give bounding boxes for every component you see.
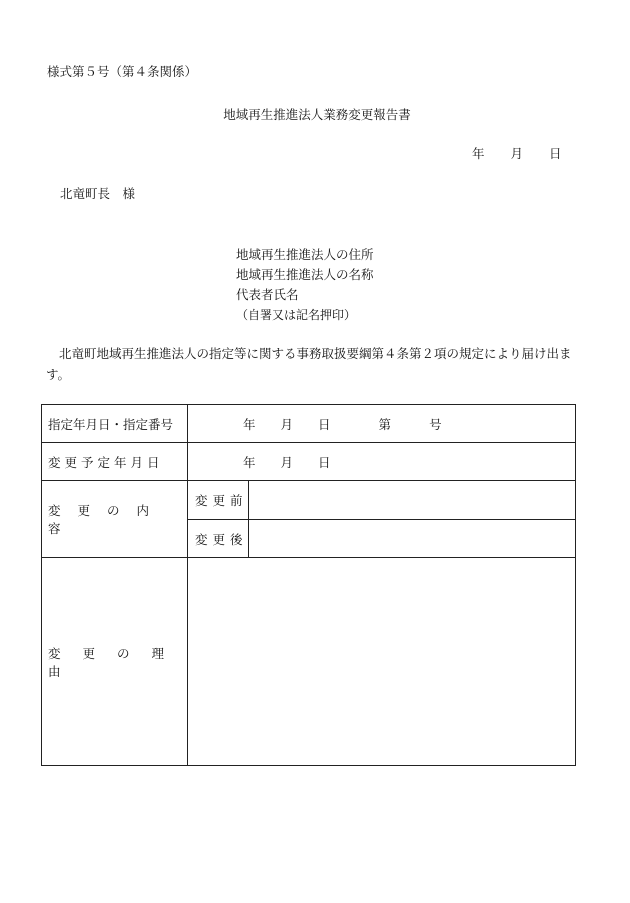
designation-day: 日: [318, 416, 331, 432]
content-before-row: [42, 481, 576, 520]
reason-value: [188, 558, 576, 766]
document-title: 地域再生推進法人業務変更報告書: [223, 107, 411, 122]
before-value: [249, 481, 576, 520]
applicant-block: [236, 245, 374, 325]
designation-row: [42, 405, 576, 443]
before-label: 変更前: [188, 481, 249, 520]
planned-date-value: [188, 443, 576, 481]
planned-date-label: 変更予定年月日: [42, 443, 188, 481]
submission-date: [472, 146, 562, 162]
planned-month: 月: [280, 454, 294, 470]
date-month-label: 月: [510, 146, 524, 161]
after-value: [249, 520, 576, 558]
reason-label: 変更の理由: [42, 558, 188, 766]
report-table: [41, 404, 576, 766]
planned-day: 日: [318, 454, 331, 470]
planned-date-row: [42, 443, 576, 481]
designation-label: 指定年月日・指定番号: [42, 405, 188, 443]
date-year-label: 年: [472, 146, 485, 161]
reason-row: [42, 558, 576, 766]
after-label: 変更後: [188, 520, 249, 558]
recipient: 北竜町長 様: [60, 186, 136, 201]
designation-year: 年: [243, 416, 256, 432]
designation-month: 月: [280, 416, 294, 432]
designation-go: 号: [429, 416, 442, 432]
content-label: 変更の内容: [42, 481, 188, 558]
representative-label: 代表者氏名: [236, 287, 299, 302]
date-day-label: 日: [549, 146, 562, 161]
applicant-name-label: 地域再生推進法人の名称: [236, 267, 374, 282]
form-number: 様式第５号（第４条関係）: [47, 64, 198, 79]
designation-value: [188, 405, 576, 443]
applicant-address-label: 地域再生推進法人の住所: [236, 247, 374, 262]
signature-note: （自署又は記名押印）: [236, 308, 357, 322]
planned-year: 年: [243, 454, 256, 470]
designation-dai: 第: [378, 416, 392, 432]
body-text: 北竜町地域再生推進法人の指定等に関する事務取扱要綱第４条第２項の規定により届け出ます。: [46, 346, 572, 382]
